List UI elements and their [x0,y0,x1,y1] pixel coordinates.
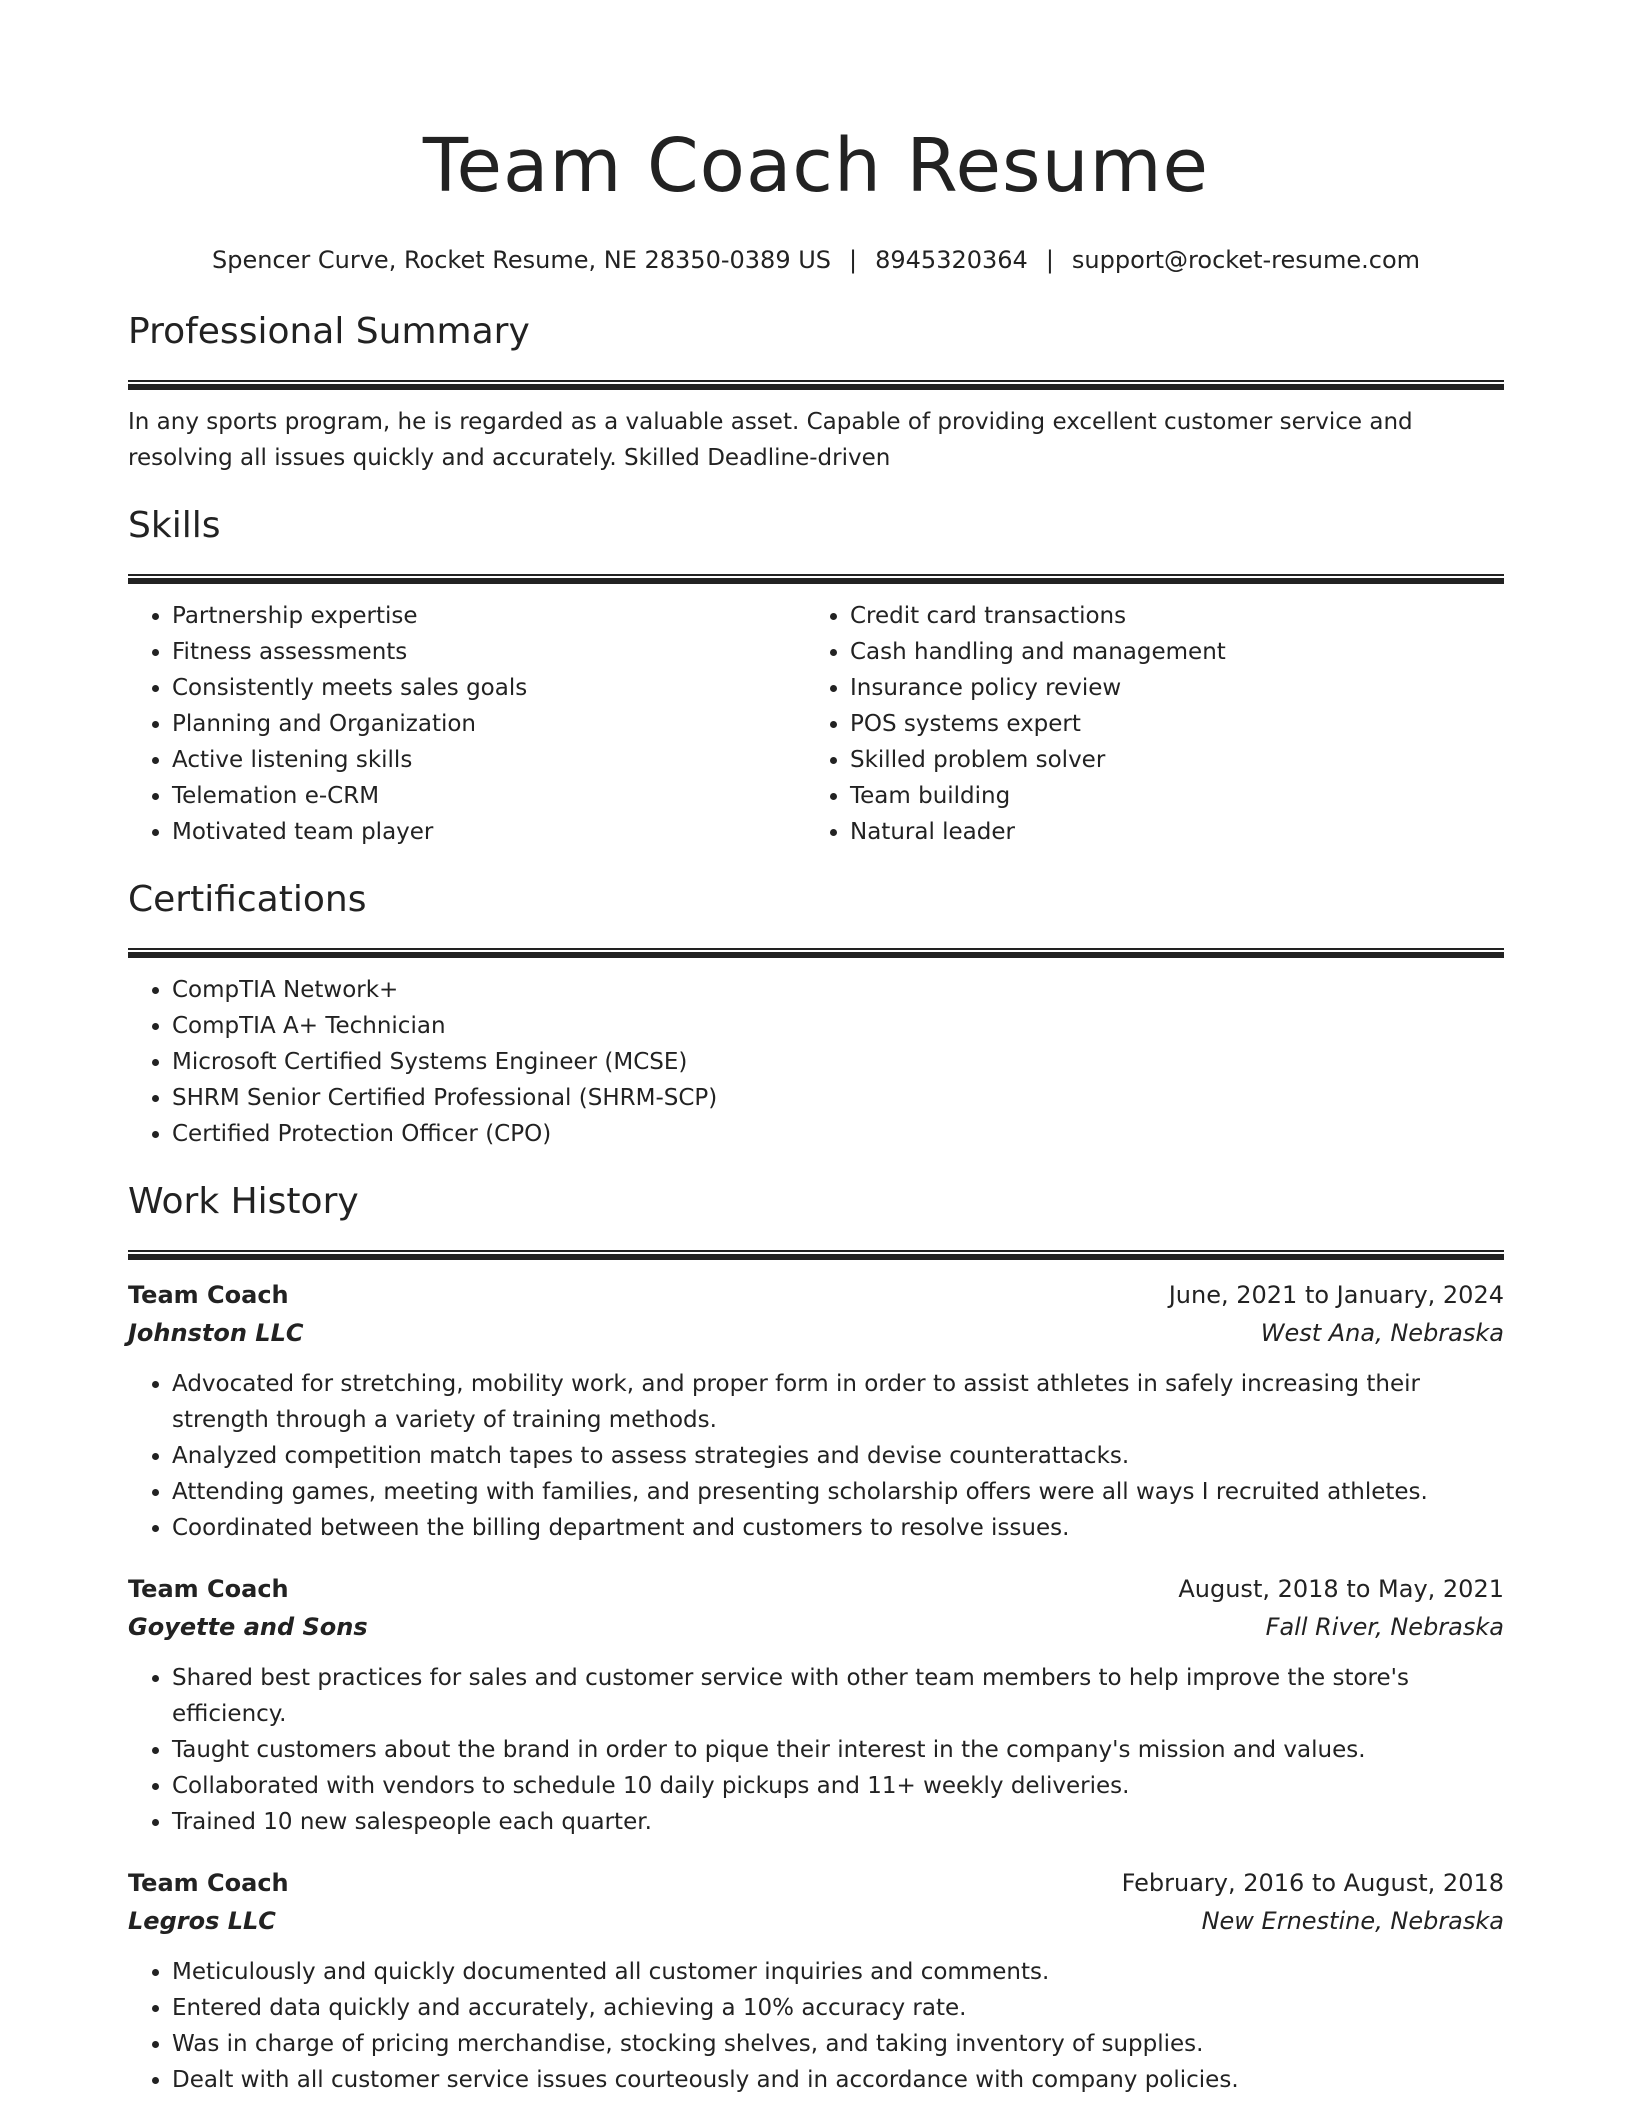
skill-item: • Fitness assessments [172,634,806,670]
job-header-row [128,1276,1504,1314]
contact-phone: 8945320364 [875,246,1028,274]
skill-item: • Motivated team player [172,814,806,850]
section-divider [128,380,1504,390]
job-dates: August, 2018 to May, 2021 [1178,1575,1504,1603]
job-duty: • Trained 10 new salespeople each quarter. [172,1804,1504,1840]
job-location: Fall River, Nebraska [1265,1613,1504,1641]
job-duty: • Advocated for stretching, mobility work, and proper form in order to assist athletes in safely increasing their strength through a variety of training methods. [172,1366,1504,1438]
skill-item: • Active listening skills [172,742,806,778]
skill-item: • Partnership expertise [172,598,806,634]
job-company: Legros LLC [128,1907,276,1935]
job-dates: February, 2016 to August, 2018 [1121,1869,1504,1897]
job-duty: • Analyzed competition match tapes to assess strategies and devise counterattacks. [172,1438,1504,1474]
job-title: Team Coach [128,1575,289,1603]
job-entry [128,1864,1504,2098]
job-duty: • Dealt with all customer service issues courteously and in accordance with company policies. [172,2062,1504,2098]
resume-page [128,0,1504,2098]
section-heading-certifications: Certifications [128,879,367,920]
job-title: Team Coach [128,1281,289,1309]
job-duty: • Was in charge of pricing merchandise, stocking shelves, and taking inventory of supplies. [172,2026,1504,2062]
contact-email: support@rocket-resume.com [1071,246,1420,274]
certification-item: • SHRM Senior Certified Professional (SHRM-SCP) [172,1080,1504,1116]
job-title: Team Coach [128,1869,289,1897]
skills-grid [128,598,1504,850]
skill-item: • Credit card transactions [850,598,1484,634]
job-duty: • Attending games, meeting with families, and presenting scholarship offers were all ways I recruited athletes. [172,1474,1504,1510]
contact-separator: | [1045,246,1054,274]
job-duty: • Collaborated with vendors to schedule 10 daily pickups and 11+ weekly deliveries. [172,1768,1504,1804]
skill-item: • Skilled problem solver [850,742,1484,778]
job-duty: • Entered data quickly and accurately, achieving a 10% accuracy rate. [172,1990,1504,2026]
job-entry [128,1570,1504,1840]
skills-list-right [806,598,1484,850]
skill-item: • Team building [850,778,1484,814]
job-entry [128,1276,1504,1546]
section-heading-summary: Professional Summary [128,311,530,352]
section-divider [128,948,1504,958]
job-header-row [128,1570,1504,1608]
skills-section [128,502,1504,850]
summary-text: In any sports program, he is regarded as a valuable asset. Capable of providing excellent customer service and resolving all issues quickly and accurately. Skilled Deadline-driven [128,409,1413,471]
job-company-row [128,1902,1504,1940]
resume-title: Team Coach Resume [422,123,1210,209]
job-location: West Ana, Nebraska [1260,1319,1504,1347]
contact-line [128,242,1504,278]
certification-item: • CompTIA Network+ [172,972,1504,1008]
job-company: Johnston LLC [128,1319,304,1347]
skill-item: • Planning and Organization [172,706,806,742]
job-duty: • Coordinated between the billing department and customers to resolve issues. [172,1510,1504,1546]
section-divider [128,574,1504,584]
job-company-row [128,1608,1504,1646]
certification-item: • Certified Protection Officer (CPO) [172,1116,1504,1152]
job-company-row [128,1314,1504,1352]
skill-item: • Insurance policy review [850,670,1484,706]
skills-column-left [128,598,806,850]
job-duty: • Taught customers about the brand in order to pique their interest in the company's mission and values. [172,1732,1504,1768]
skill-item: • Consistently meets sales goals [172,670,806,706]
section-heading-skills: Skills [128,505,221,546]
contact-separator: | [849,246,858,274]
section-divider [128,1250,1504,1260]
job-dates: June, 2021 to January, 2024 [1168,1281,1504,1309]
certifications-section [128,876,1504,1152]
job-company: Goyette and Sons [128,1613,368,1641]
section-heading-work-history: Work History [128,1181,359,1222]
job-duties-list [128,1954,1504,2098]
work-history-section [128,1178,1504,2098]
job-location: New Ernestine, Nebraska [1201,1907,1504,1935]
skills-column-right [806,598,1484,850]
skill-item: • Cash handling and management [850,634,1484,670]
job-header-row [128,1864,1504,1902]
skill-item: • Telemation e-CRM [172,778,806,814]
job-duty: • Meticulously and quickly documented all customer inquiries and comments. [172,1954,1504,1990]
skills-list-left [128,598,806,850]
certification-item: • CompTIA A+ Technician [172,1008,1504,1044]
job-duty: • Shared best practices for sales and customer service with other team members to help improve the store's efficiency. [172,1660,1504,1732]
contact-address: Spencer Curve, Rocket Resume, NE 28350-0389 US [211,246,832,274]
job-duties-list [128,1366,1504,1546]
skill-item: • POS systems expert [850,706,1484,742]
certifications-list [128,972,1504,1152]
job-duties-list [128,1660,1504,1840]
skill-item: • Natural leader [850,814,1484,850]
summary-section [128,308,1504,476]
certification-item: • Microsoft Certified Systems Engineer (MCSE) [172,1044,1504,1080]
